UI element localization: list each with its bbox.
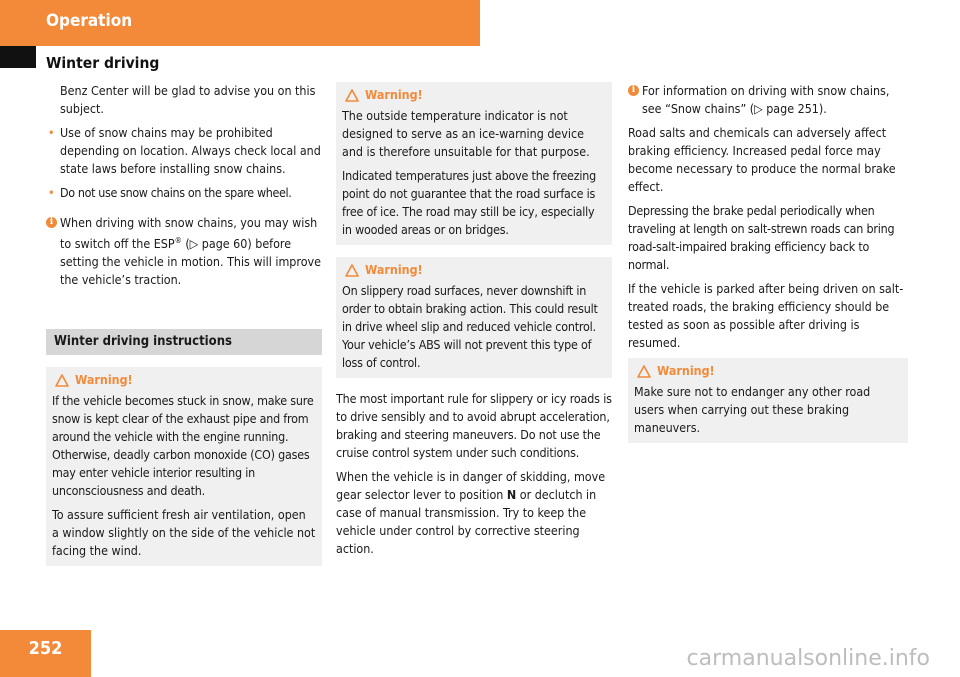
warning-title: Warning! bbox=[75, 372, 133, 388]
warning-title: Warning! bbox=[365, 87, 423, 102]
list-item-text: Do not use snow chains on the spare wheel. bbox=[60, 185, 292, 200]
page-title: Winter driving bbox=[46, 54, 160, 72]
warning-text: If the vehicle becomes stuck in snow, make sure snow is kept clear of the exhaust pipe and from around the vehicle with the engine running. Otherwise, deadly carbon monoxide (CO) gases may enter vehicle interior resulting in unconsciousness and death. bbox=[52, 393, 314, 499]
paragraph-text: When the vehicle is in danger of skidding, move gear selector lever to position bbox=[336, 469, 606, 502]
gear-position: N bbox=[506, 487, 517, 502]
warning-text: On slippery road surfaces, never downshift in order to obtain braking action. This could result in drive wheel slip and reduced vehicle control. Your vehicle’s ABS will not prevent this type of loss of control. bbox=[342, 283, 598, 370]
info-text: For information on driving with snow chains, see “Snow chains” (▷ page 251). bbox=[642, 83, 890, 116]
watermark: carmanualsonline.info bbox=[686, 646, 930, 671]
column-3 bbox=[628, 82, 908, 455]
warning-header bbox=[52, 371, 316, 389]
column-1 bbox=[46, 82, 322, 578]
warning-box bbox=[336, 82, 612, 245]
warning-header bbox=[634, 362, 902, 380]
info-circle-icon: i bbox=[628, 85, 639, 96]
info-circle-icon: i bbox=[46, 217, 57, 228]
list-item bbox=[46, 184, 322, 202]
subsection-heading: Winter driving instructions bbox=[46, 329, 322, 355]
warning-text: Indicated temperatures just above the freezing point do not guarantee that the road surface is free of ice. The road may still be icy, especially in wooded areas or on bridges. bbox=[342, 168, 597, 237]
warning-box bbox=[628, 358, 908, 443]
warning-triangle-icon bbox=[345, 264, 359, 277]
registered-mark: ® bbox=[174, 236, 182, 245]
paragraph: Depressing the brake pedal periodically when traveling at length on salt-strewn roads can bring road-salt-impaired braking efficiency back to normal. bbox=[628, 203, 895, 272]
warning-box bbox=[336, 257, 612, 378]
section-title: Operation bbox=[46, 11, 133, 31]
column-2 bbox=[336, 82, 612, 564]
warning-triangle-icon bbox=[345, 89, 359, 102]
paragraph: Road salts and chemicals can adversely affect braking efficiency. Increased pedal force may become necessary to produce the normal brake effect. bbox=[628, 125, 896, 194]
info-note bbox=[628, 82, 908, 118]
info-note bbox=[46, 214, 322, 289]
warning-text: Make sure not to endanger any other road users when carrying out these braking maneuvers. bbox=[634, 384, 871, 435]
warning-triangle-icon bbox=[55, 374, 69, 387]
bullet-dot-icon: • bbox=[48, 125, 55, 140]
list-item-text: Use of snow chains may be prohibited depending on location. Always check local and state laws before installing snow chains. bbox=[60, 125, 321, 176]
bullet-dot-icon: • bbox=[48, 185, 55, 200]
warning-header bbox=[342, 261, 606, 279]
paragraph: The most important rule for slippery or icy roads is to drive sensibly and to avoid abrupt acceleration, braking and steering maneuvers. Do not use the cruise control system under such conditions. bbox=[336, 391, 612, 460]
warning-box bbox=[46, 367, 322, 566]
page-number: 252 bbox=[0, 630, 91, 677]
info-text: When driving with snow chains, you may wish to switch off the ESP bbox=[60, 215, 318, 252]
warning-title: Warning! bbox=[657, 363, 715, 378]
paragraph: Benz Center will be glad to advise you on this subject. bbox=[60, 83, 316, 116]
paragraph: If the vehicle is parked after being driven on salt-treated roads, the braking efficiency should be tested as soon as possible after driving is resumed. bbox=[628, 281, 904, 350]
warning-title: Warning! bbox=[365, 262, 423, 277]
warning-text: The outside temperature indicator is not designed to serve as an ice-warning device and is therefore unsuitable for that purpose. bbox=[342, 108, 590, 159]
list-item bbox=[46, 124, 322, 178]
chapter-marker bbox=[0, 46, 36, 68]
warning-triangle-icon bbox=[637, 365, 651, 378]
info-text-cont: (▷ page 60) before setting the vehicle in motion. This will improve the vehicle’s traction. bbox=[60, 236, 321, 288]
warning-header bbox=[342, 86, 606, 104]
paragraph bbox=[336, 468, 612, 558]
paragraph-text-cont: or declutch in case of manual transmission. Try to keep the vehicle under control by corrective steering action. bbox=[336, 487, 597, 556]
warning-text: To assure sufficient fresh air ventilation, open a window slightly on the side of the vehicle not facing the wind. bbox=[52, 507, 316, 559]
header-bar bbox=[0, 0, 480, 46]
